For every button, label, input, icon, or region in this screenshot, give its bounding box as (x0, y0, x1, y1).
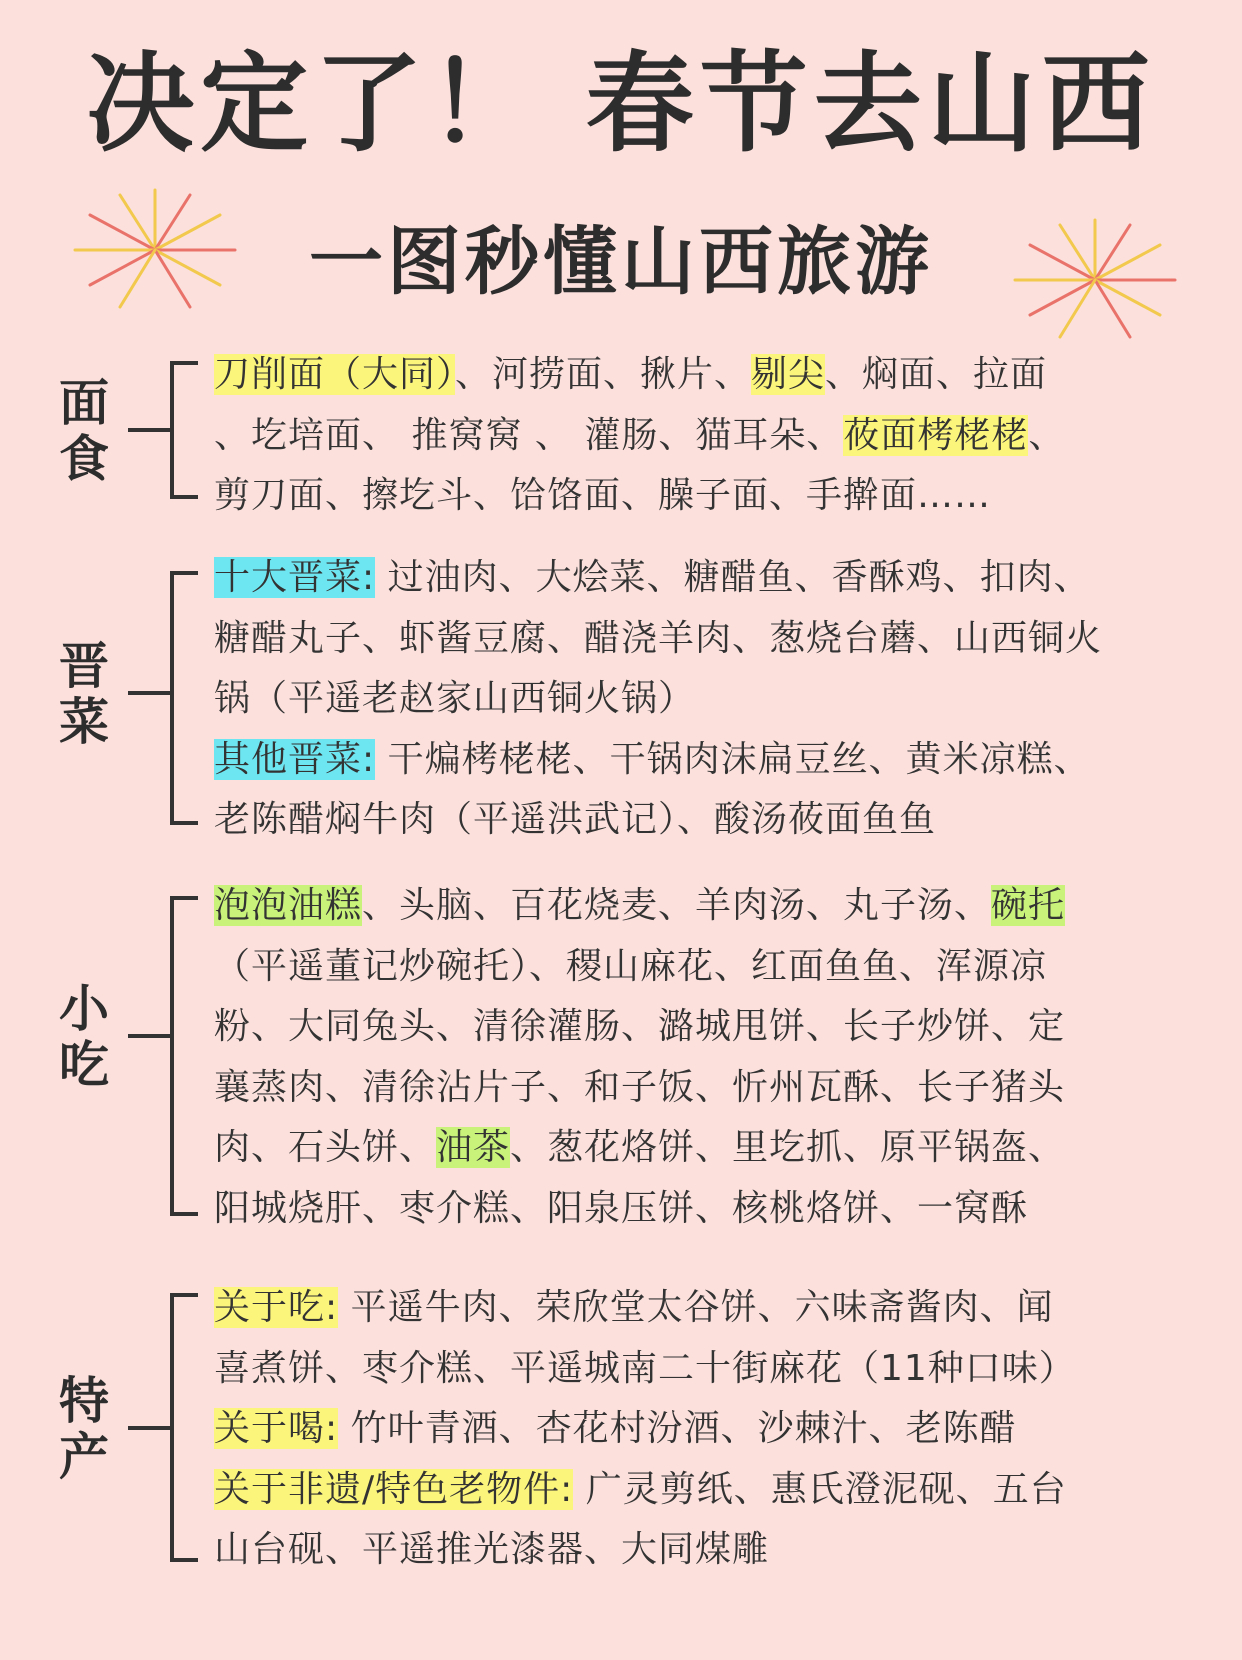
content-line: 泡泡油糕、头脑、百花烧麦、羊肉汤、丸子汤、碗托 (214, 885, 1066, 926)
content-line: 喜煮饼、枣介糕、平遥城南二十街麻花（11种口味） (214, 1347, 1076, 1389)
page-subtitle: 一图秒懂山西旅游 (309, 219, 933, 305)
content-line: 粉、大同兔头、清徐灌肠、潞城甩饼、长子炒饼、定 (214, 1006, 1066, 1048)
section-content (214, 548, 1214, 851)
highlight-text: 油茶 (436, 1127, 511, 1169)
highlight-text: 其他晋菜: (214, 738, 376, 780)
highlight-text: 关于喝: (214, 1408, 339, 1450)
section-specialties (0, 1278, 1242, 1578)
section-label: 小 吃 (59, 980, 109, 1094)
content-line: 关于非遗/特色老物件: 广灵剪纸、惠氏澄泥砚、五台 (214, 1468, 1067, 1510)
content-line: （平遥董记炒碗托）、稷山麻花、红面鱼鱼、浑源凉 (214, 945, 1048, 987)
highlight-text: 关于吃: (214, 1287, 339, 1328)
content-line: 剪刀面、擦圪斗、饸饹面、臊子面、手擀面…… (214, 475, 992, 517)
highlight-text: 十大晋菜: (214, 557, 376, 598)
content-line: 锅（平遥老赵家山西铜火锅） (214, 678, 696, 720)
bracket-line (126, 548, 206, 838)
content-line: 肉、石头饼、油茶、葱花烙饼、里圪抓、原平锅盔、 (214, 1127, 1066, 1169)
section-jin-cuisine (0, 548, 1242, 841)
content-line: 关于喝: 竹叶青酒、杏花村汾酒、沙棘汁、老陈醋 (214, 1408, 1017, 1450)
content-line: 、圪培面、 推窝窝 、 灌肠、猫耳朵、莜面栲栳栳、 (214, 414, 1066, 456)
bracket-line (126, 876, 206, 1226)
section-content (214, 345, 1214, 527)
section-noodles (0, 345, 1242, 525)
content-line: 其他晋菜: 干煸栲栳栳、干锅肉沫扁豆丝、黄米凉糕、 (214, 738, 1091, 780)
section-content (214, 1278, 1214, 1581)
content-line: 刀削面（大同）、河捞面、揪片、剔尖、焖面、拉面 (214, 354, 1048, 395)
content-line: 老陈醋焖牛肉（平遥洪武记）、酸汤莜面鱼鱼 (214, 799, 937, 841)
section-label: 特 产 (59, 1372, 109, 1486)
highlight-text: 莜面栲栳栳 (843, 414, 1029, 456)
section-content (214, 876, 1214, 1240)
section-snacks (0, 876, 1242, 1229)
bracket-line (126, 345, 206, 525)
highlight-text: 剔尖 (751, 354, 826, 395)
section-label: 晋 菜 (59, 637, 109, 751)
highlight-text: 碗托 (991, 885, 1066, 926)
content-line: 十大晋菜: 过油肉、大烩菜、糖醋鱼、香酥鸡、扣肉、 (214, 557, 1091, 598)
content-line: 襄蒸肉、清徐沾片子、和子饭、忻州瓦酥、长子猪头 (214, 1066, 1066, 1108)
content-line: 糖醋丸子、虾酱豆腐、醋浇羊肉、葱烧台蘑、山西铜火 (214, 617, 1103, 659)
highlight-text: 关于非遗/特色老物件: (214, 1468, 574, 1510)
content-line: 阳城烧肝、枣介糕、阳泉压饼、核桃烙饼、一窝酥 (214, 1187, 1029, 1229)
content-line: 山台砚、平遥推光漆器、大同煤雕 (214, 1529, 770, 1571)
page-title: 决定了！ 春节去山西 (86, 42, 1156, 167)
bracket-line (126, 1278, 206, 1578)
content-line: 关于吃: 平遥牛肉、荣欣堂太谷饼、六味斋酱肉、闻 (214, 1287, 1054, 1328)
highlight-text: 刀削面（大同） (214, 354, 456, 395)
highlight-text: 泡泡油糕 (214, 885, 363, 926)
section-label: 面 食 (59, 374, 109, 488)
